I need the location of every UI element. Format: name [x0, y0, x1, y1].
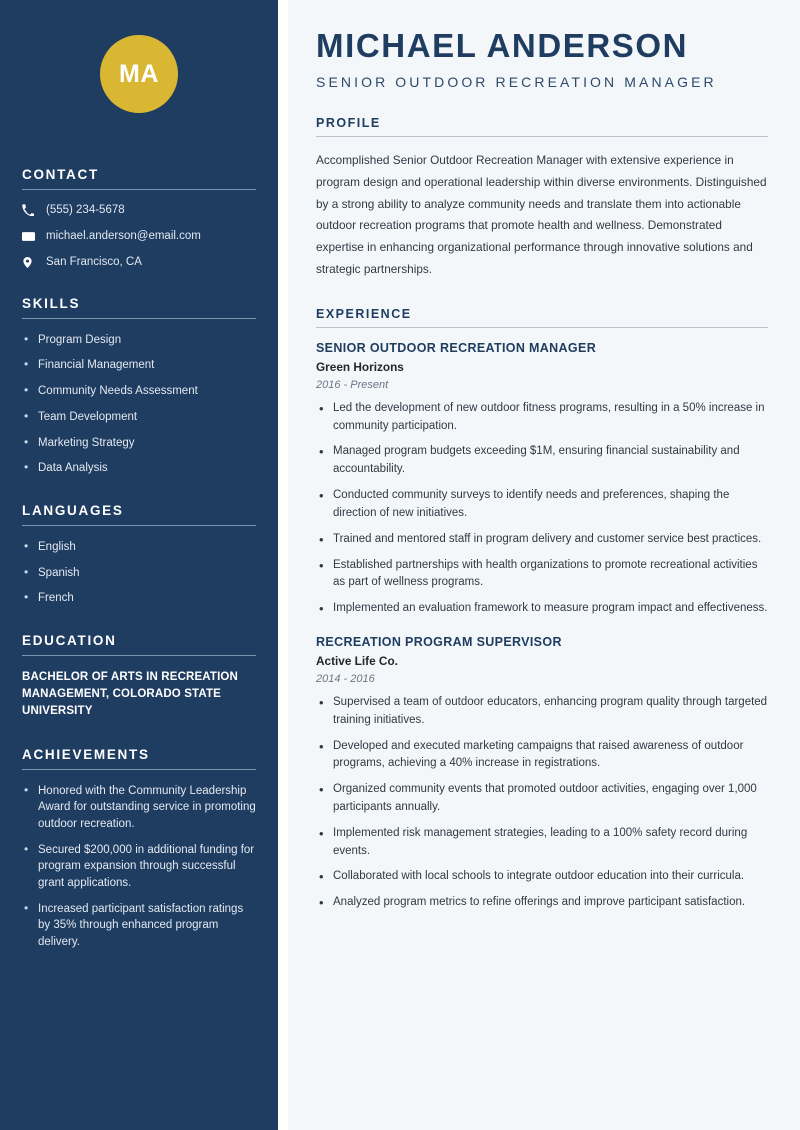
experience-section — [316, 307, 768, 912]
list-item: • Analyzed program metrics to refine offerings and improve participant satisfaction. — [316, 894, 768, 912]
list-item: • Secured $200,000 in additional funding for program expansion through successful grant applications. — [22, 842, 256, 892]
list-item: • Program Design — [22, 332, 256, 349]
list-item: • Implemented risk management strategies, leading to a 100% safety record during events. — [316, 825, 768, 861]
list-item: • French — [22, 590, 256, 607]
list-item: • English — [22, 539, 256, 556]
profile-divider — [316, 136, 768, 137]
languages-section — [22, 503, 256, 607]
sidebar — [0, 0, 278, 1130]
experience-job-title: SENIOR OUTDOOR RECREATION MANAGER — [316, 340, 597, 355]
contact-location-value: San Francisco, CA — [46, 255, 142, 268]
contact-item-phone[interactable] — [22, 203, 256, 218]
achievements-divider — [22, 769, 256, 770]
experience-divider — [316, 327, 768, 328]
list-item: • Honored with the Community Leadership Award for outstanding service in promoting outdoor recreation. — [22, 783, 256, 833]
experience-job-title: RECREATION PROGRAM SUPERVISOR — [316, 634, 562, 649]
experience-entry — [316, 341, 768, 618]
list-item: • Increased participant satisfaction ratings by 35% through enhanced program delivery. — [22, 901, 256, 951]
list-item: • Community Needs Assessment — [22, 383, 256, 400]
experience-entry — [316, 635, 768, 912]
list-item: • Conducted community surveys to identify needs and preferences, shaping the direction of new initiatives. — [316, 487, 768, 523]
main-content — [288, 0, 800, 1130]
list-item: • Team Development — [22, 409, 256, 426]
education-section — [22, 633, 256, 721]
experience-bullet-list — [316, 694, 768, 912]
list-item: • Developed and executed marketing campaigns that raised awareness of outdoor programs, achieving a 40% increase in registrations. — [316, 738, 768, 774]
email-icon — [22, 230, 42, 243]
achievements-heading: ACHIEVEMENTS — [22, 746, 150, 762]
list-item: • Supervised a team of outdoor educators, enhancing program quality through targeted training initiatives. — [316, 694, 768, 730]
avatar-wrapper — [22, 0, 256, 167]
profile-heading: PROFILE — [316, 115, 381, 130]
page-title: MICHAEL ANDERSON — [316, 27, 689, 64]
achievements-list — [22, 783, 256, 951]
education-divider — [22, 655, 256, 656]
achievements-section — [22, 747, 256, 951]
location-pin-icon — [22, 256, 42, 269]
skills-list — [22, 332, 256, 477]
list-item: • Collaborated with local schools to integrate outdoor education into their curricula. — [316, 868, 768, 886]
contact-email-value: michael.anderson@email.com — [46, 229, 201, 242]
contact-divider — [22, 189, 256, 190]
list-item: • Marketing Strategy — [22, 435, 256, 452]
contact-item-email[interactable] — [22, 229, 256, 244]
list-item: • Established partnerships with health organizations to promote recreational activities as part of wellness programs. — [316, 557, 768, 593]
education-degree: BACHELOR OF ARTS IN RECREATION MANAGEMENT, COLORADO STATE UNIVERSITY — [22, 670, 238, 718]
list-item: • Managed program budgets exceeding $1M, ensuring financial sustainability and accountability. — [316, 443, 768, 479]
contact-phone-value: (555) 234-5678 — [46, 204, 125, 216]
experience-company: Active Life Co. — [316, 653, 398, 668]
list-item: • Organized community events that promoted outdoor activities, engaging over 1,000 participants annually. — [316, 781, 768, 817]
experience-company: Green Horizons — [316, 359, 404, 374]
list-item: • Trained and mentored staff in program delivery and customer service best practices. — [316, 531, 768, 549]
contact-item-location[interactable] — [22, 255, 256, 270]
list-item: • Financial Management — [22, 357, 256, 374]
skills-section — [22, 296, 256, 477]
contact-section — [22, 167, 256, 270]
avatar: MA — [100, 35, 178, 113]
list-item: • Spanish — [22, 565, 256, 582]
column-gap — [278, 0, 288, 1130]
experience-dates: 2014 - 2016 — [316, 672, 375, 685]
list-item: • Data Analysis — [22, 460, 256, 477]
profile-text: Accomplished Senior Outdoor Recreation Manager with extensive experience in program design and operational leadership within diverse environments. Distinguished by a strong ability to analyze community needs and translate them into actionable outdoor recreation programs that promote health and wellness. Demonstrated expertise in enhancing organizational performance through innovative solutions and strategic partnerships. — [316, 152, 767, 277]
header-subtitle: SENIOR OUTDOOR RECREATION MANAGER — [316, 73, 717, 90]
phone-icon — [22, 204, 42, 216]
languages-divider — [22, 525, 256, 526]
contact-heading: CONTACT — [22, 167, 99, 182]
languages-heading: LANGUAGES — [22, 502, 124, 518]
experience-heading: EXPERIENCE — [316, 306, 412, 321]
experience-bullet-list — [316, 400, 768, 618]
list-item: • Led the development of new outdoor fitness programs, resulting in a 50% increase in community participation. — [316, 400, 768, 436]
languages-list — [22, 539, 256, 607]
profile-section — [316, 116, 768, 281]
list-item: • Implemented an evaluation framework to measure program impact and effectiveness. — [316, 600, 768, 618]
education-heading: EDUCATION — [22, 632, 117, 648]
experience-dates: 2016 - Present — [316, 378, 389, 391]
skills-heading: SKILLS — [22, 295, 81, 311]
skills-divider — [22, 318, 256, 319]
